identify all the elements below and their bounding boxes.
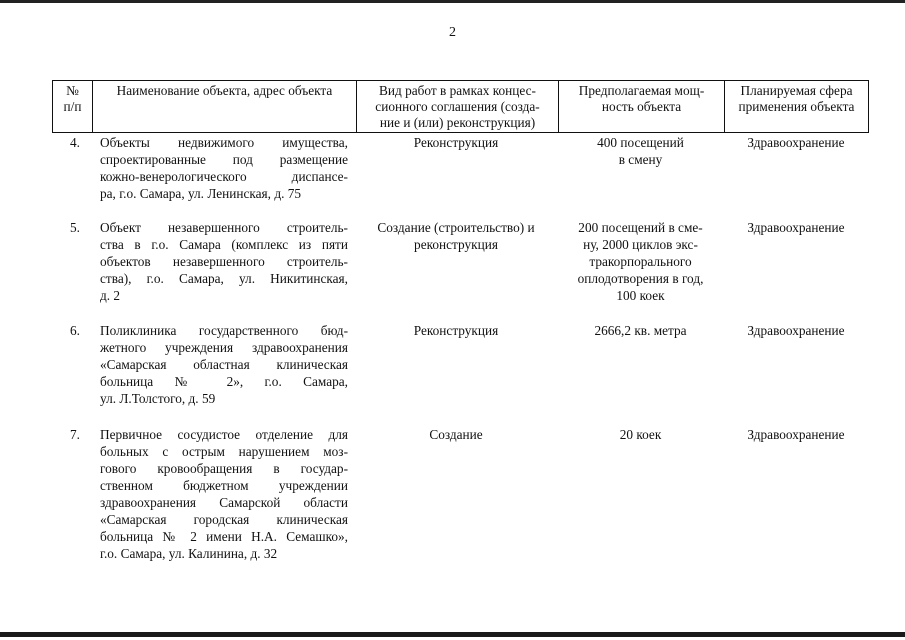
capacity: 200 посещений в сме- ну, 2000 циклов экс- тракорпорального оплодотворения в год, 100 коек — [577, 220, 704, 303]
row-number: 4. — [70, 135, 80, 150]
capacity: 2666,2 кв. метра — [594, 323, 687, 338]
object-name: Поликлиника государственного бюд- жетного учреждения здравоохранения «Самарская областная клиническая больница № 2», г.о. Самара, ул. Л.Толстого, д. 59 — [100, 323, 348, 406]
object-name: Первичное сосудистое отделение для больных с острым нарушением моз- гового кровообращения в государ- ственном бюджетном учреждении здравоохранения Самарской области «Самарская городская клиническая больница № 2 имени Н.А. Семашко», г.о. Самара, ул. Калинина, д. 32 — [100, 427, 348, 561]
object-name: Объект незавершенного строитель- ства в г.о. Самара (комплекс из пяти объектов незавершенного строитель- ства), г.о. Самара, ул. Никитинская, д. 2 — [100, 220, 348, 303]
header-name: Наименование объекта, адрес объекта — [93, 81, 357, 133]
header-work: Вид работ в рамках концес- сионного соглашения (созда- ние и (или) реконструкция) — [357, 81, 559, 133]
header-num: № п/п — [53, 81, 93, 133]
row-number: 6. — [70, 323, 80, 338]
capacity: 400 посещений в смену — [597, 135, 684, 167]
application-area: Здравоохранение — [747, 427, 845, 442]
header-capacity: Предполагаемая мощ- ность объекта — [559, 81, 725, 133]
work-type: Реконструкция — [413, 323, 499, 338]
application-area: Здравоохранение — [747, 323, 845, 338]
capacity: 20 коек — [619, 427, 662, 442]
work-type: Реконструкция — [413, 135, 499, 150]
table-header — [52, 80, 869, 133]
top-border-line — [0, 0, 905, 3]
work-type: Создание — [429, 427, 483, 442]
page-number: 2 — [449, 25, 456, 40]
row-number: 5. — [70, 220, 80, 235]
bottom-border-line — [0, 632, 905, 637]
row-number: 7. — [70, 427, 80, 442]
work-type: Создание (строительство) и реконструкция — [377, 220, 535, 252]
header-area: Планируемая сфера применения объекта — [725, 81, 869, 133]
application-area: Здравоохранение — [747, 135, 845, 150]
object-name: Объекты недвижимого имущества, спроектированные под размещение кожно-венерологического диспансе- ра, г.о. Самара, ул. Ленинская, д. 75 — [100, 135, 348, 201]
application-area: Здравоохранение — [747, 220, 845, 235]
